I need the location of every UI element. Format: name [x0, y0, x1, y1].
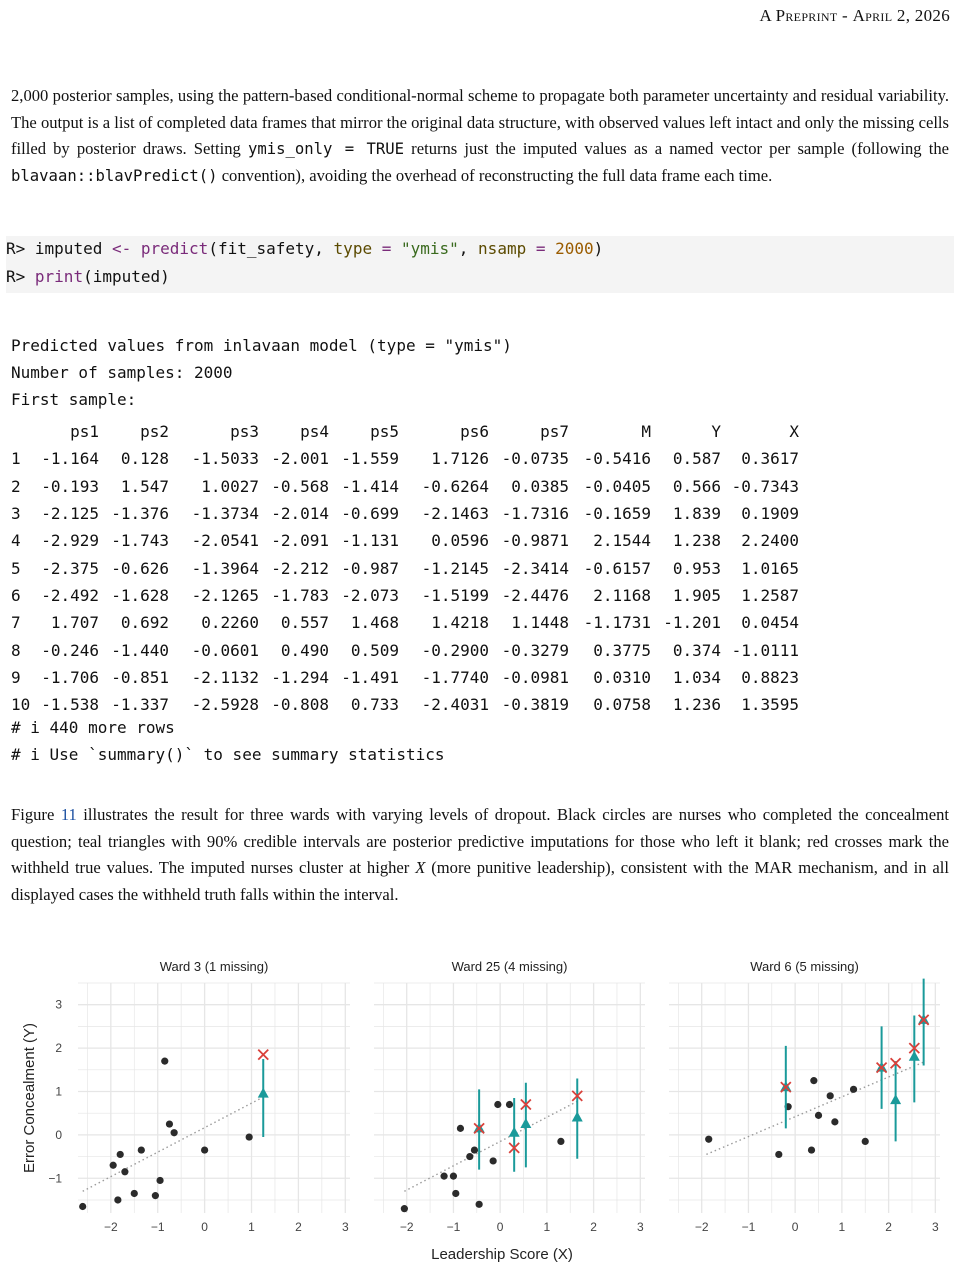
- row-index: 3: [11, 504, 21, 524]
- table-cell: 0.1909: [741, 504, 799, 524]
- r-prompt: R>: [6, 239, 35, 258]
- table-cell: 0.566: [672, 476, 721, 496]
- table-cell: 0.490: [280, 640, 329, 660]
- table-cell: 1.547: [120, 476, 169, 496]
- column-header: ps3: [230, 422, 259, 442]
- output-line-2: Number of samples: 2000: [11, 363, 233, 382]
- observed-point: [79, 1203, 86, 1210]
- code-close: ): [593, 239, 604, 258]
- imputed-triangle: [890, 1094, 901, 1104]
- observed-point: [466, 1153, 473, 1160]
- panel-title: Ward 3 (1 missing): [159, 959, 269, 974]
- code-args: (fit_safety,: [208, 239, 334, 258]
- table-cell: 0.3617: [741, 449, 799, 469]
- observed-point: [401, 1205, 408, 1212]
- x-tick-label: 1: [248, 1220, 255, 1234]
- para2-text-3: (more punitive leadership), consistent with the MAR mechanism, and in all displayed cases the withheld truth falls within the interval.: [11, 858, 949, 904]
- observed-point: [557, 1138, 564, 1145]
- table-cell: 2.1168: [593, 585, 651, 605]
- table-cell: 0.0596: [431, 531, 489, 551]
- column-header: ps4: [300, 422, 329, 442]
- row-index: 4: [11, 531, 21, 551]
- table-cell: 1.3595: [741, 695, 799, 715]
- row-index: 2: [11, 476, 21, 496]
- table-row: [11, 554, 799, 581]
- table-cell: -1.414: [341, 476, 399, 496]
- table-cell: -0.987: [341, 558, 399, 578]
- x-tick-label: −1: [150, 1220, 165, 1234]
- table-cell: 0.8823: [741, 667, 799, 687]
- table-cell: -1.0111: [731, 640, 799, 660]
- table-cell: -1.5033: [191, 449, 259, 469]
- table-cell: -0.1659: [583, 504, 651, 524]
- header-date: April 2, 2026: [852, 6, 950, 25]
- r-prompt-2: R>: [6, 267, 35, 286]
- table-cell: 1.1448: [511, 613, 569, 633]
- column-header: ps5: [370, 422, 399, 442]
- x-tick-label: −2: [103, 1220, 118, 1234]
- para1-text-1: 2,000 posterior samples, using the pattern-based conditional-normal scheme to propagate both parameter uncertainty and residual variability. The output is a list of completed data frames that mirror the original data structure, with observed values left intact and only the missing cells filled by posterior draws. Setting: [11, 86, 949, 158]
- table-cell: -1.1731: [583, 613, 651, 633]
- trend-line: [404, 1100, 579, 1191]
- code-fn-print: print: [34, 267, 84, 286]
- header-left: A Preprint: [759, 6, 838, 25]
- y-axis-label: Error Concealment (Y): [21, 1022, 38, 1174]
- x-tick-label: −2: [694, 1220, 709, 1234]
- table-cell: 0.953: [672, 558, 721, 578]
- table-cell: 0.557: [280, 613, 329, 633]
- truth-cross: [258, 1050, 268, 1060]
- table-cell: -1.201: [663, 613, 721, 633]
- table-cell: 0.128: [120, 449, 169, 469]
- y-tick-label: 3: [55, 997, 62, 1012]
- table-cell: -0.0735: [501, 449, 569, 469]
- table-cell: -1.3734: [191, 504, 259, 524]
- table-cell: -0.0981: [501, 667, 569, 687]
- table-cell: 0.2260: [201, 613, 259, 633]
- table-cell: -2.4031: [421, 695, 489, 715]
- observed-point: [452, 1190, 459, 1197]
- inline-code-blavpredict: blavaan::blavPredict(): [11, 166, 218, 185]
- x-tick-label: 0: [201, 1220, 208, 1234]
- y-tick-label: 1: [55, 1084, 62, 1099]
- observed-point: [156, 1177, 163, 1184]
- table-cell: 1.468: [350, 613, 399, 633]
- output-more-rows: # i 440 more rows: [11, 718, 175, 737]
- observed-point: [121, 1168, 128, 1175]
- table-cell: 2.1544: [593, 531, 651, 551]
- observed-point: [457, 1125, 464, 1132]
- table-cell: -2.125: [41, 504, 99, 524]
- y-tick-label: −1: [48, 1171, 62, 1186]
- observed-point: [152, 1192, 159, 1199]
- x-tick-label: 0: [791, 1220, 799, 1234]
- table-cell: 1.2587: [741, 585, 799, 605]
- table-cell: -1.706: [41, 667, 99, 687]
- paragraph-predict: [11, 83, 949, 189]
- table-cell: -1.2145: [421, 558, 489, 578]
- code-comma: ,: [458, 239, 479, 258]
- table-cell: -1.559: [341, 449, 399, 469]
- code-eq-2: =: [526, 239, 556, 258]
- column-header: Y: [711, 422, 721, 442]
- x-tick-label: 3: [341, 1220, 349, 1234]
- imputed-triangle: [520, 1118, 531, 1128]
- table-cell: -1.783: [271, 585, 329, 605]
- code-print-args: (imputed): [83, 267, 170, 286]
- figure-ref-link[interactable]: 11: [60, 805, 77, 824]
- table-header: [11, 418, 799, 445]
- output-line-3: First sample:: [11, 390, 137, 409]
- table-cell: -1.538: [41, 695, 99, 715]
- table-cell: -0.6157: [583, 558, 651, 578]
- table-cell: -2.014: [271, 504, 329, 524]
- column-header: M: [641, 422, 651, 442]
- x-tick-label: 3: [636, 1220, 644, 1234]
- table-body: [11, 445, 799, 718]
- table-cell: -1.7316: [501, 504, 569, 524]
- table-row: [11, 636, 799, 663]
- table-cell: -0.568: [271, 476, 329, 496]
- observed-point: [114, 1196, 121, 1203]
- observed-point: [450, 1173, 457, 1180]
- x-tick-label: −1: [741, 1220, 756, 1234]
- table-cell: 0.374: [672, 640, 721, 660]
- observed-point: [117, 1151, 124, 1158]
- trend-line: [706, 1061, 926, 1154]
- observed-point: [131, 1190, 138, 1197]
- x-tick-label: 2: [590, 1220, 597, 1234]
- table-cell: 0.0454: [741, 613, 799, 633]
- para1-text-2: returns just the imputed values as a named vector per sample (following the: [404, 139, 949, 158]
- row-index: 8: [11, 640, 21, 660]
- row-index: 9: [11, 667, 21, 687]
- observed-point: [161, 1058, 168, 1065]
- panel-title: Ward 6 (5 missing): [750, 959, 859, 974]
- column-header: ps2: [140, 422, 169, 442]
- column-header: X: [789, 422, 799, 442]
- table-cell: 1.7126: [431, 449, 489, 469]
- observed-point: [831, 1118, 838, 1125]
- table-cell: 0.733: [350, 695, 399, 715]
- observed-point: [201, 1146, 208, 1153]
- table-cell: -2.073: [341, 585, 399, 605]
- table-cell: 0.509: [350, 640, 399, 660]
- observed-point: [705, 1136, 712, 1143]
- table-cell: -1.628: [111, 585, 169, 605]
- table-cell: -0.3279: [501, 640, 569, 660]
- observed-point: [166, 1120, 173, 1127]
- table-cell: 1.238: [672, 531, 721, 551]
- table-cell: 0.692: [120, 613, 169, 633]
- observed-point: [827, 1092, 834, 1099]
- table-cell: 2.2400: [741, 531, 799, 551]
- code-assign: <-: [111, 239, 141, 258]
- table-cell: 1.905: [672, 585, 721, 605]
- table-cell: -1.131: [341, 531, 399, 551]
- output-line-1: Predicted values from inlavaan model (type = "ymis"): [11, 336, 512, 355]
- table-cell: -0.0601: [191, 640, 259, 660]
- observed-point: [862, 1138, 869, 1145]
- table-cell: -0.3819: [501, 695, 569, 715]
- table-cell: -0.851: [111, 667, 169, 687]
- row-index: 5: [11, 558, 21, 578]
- observed-point: [494, 1101, 501, 1108]
- column-header: ps1: [70, 422, 99, 442]
- observed-point: [815, 1112, 822, 1119]
- para2-text-1: Figure: [11, 805, 61, 824]
- table-cell: -2.5928: [191, 695, 259, 715]
- observed-point: [506, 1101, 513, 1108]
- sample-table: [11, 418, 799, 718]
- panel-1: [48, 959, 350, 1234]
- table-cell: -2.0541: [191, 531, 259, 551]
- table-cell: 0.587: [672, 449, 721, 469]
- column-header: ps6: [460, 422, 489, 442]
- var-x: X: [415, 858, 426, 877]
- table-cell: -0.246: [41, 640, 99, 660]
- panel-2: [374, 959, 645, 1234]
- code-line-2: [6, 267, 170, 286]
- observed-point: [440, 1173, 447, 1180]
- table-cell: 1.839: [672, 504, 721, 524]
- x-tick-label: −1: [446, 1220, 461, 1234]
- table-cell: -0.699: [341, 504, 399, 524]
- table-cell: -0.7343: [731, 476, 799, 496]
- observed-point: [808, 1146, 815, 1153]
- table-row: [11, 445, 799, 472]
- code-eq: =: [372, 239, 401, 258]
- panel-title: Ward 25 (4 missing): [451, 959, 568, 974]
- table-cell: -1.743: [111, 531, 169, 551]
- x-tick-label: 2: [885, 1220, 892, 1234]
- observed-point: [171, 1129, 178, 1136]
- table-cell: 1.4218: [431, 613, 489, 633]
- code-fn-predict: predict: [140, 239, 209, 258]
- y-tick-label: 2: [55, 1041, 62, 1056]
- observed-point: [810, 1077, 817, 1084]
- table-cell: -1.294: [271, 667, 329, 687]
- observed-point: [850, 1086, 857, 1093]
- table-cell: -0.626: [111, 558, 169, 578]
- table-cell: 0.0385: [511, 476, 569, 496]
- table-cell: -2.375: [41, 558, 99, 578]
- table-cell: -2.929: [41, 531, 99, 551]
- trend-line: [83, 1096, 266, 1191]
- table-cell: 1.0165: [741, 558, 799, 578]
- code-number: 2000: [555, 239, 594, 258]
- table-cell: -1.491: [341, 667, 399, 687]
- column-header: [11, 418, 39, 445]
- code-line-1: [6, 239, 603, 258]
- table-cell: 0.0758: [593, 695, 651, 715]
- figure-ward-panels: [0, 949, 960, 1269]
- imputed-triangle: [258, 1088, 269, 1098]
- table-cell: -0.2900: [421, 640, 489, 660]
- x-tick-label: 2: [295, 1220, 302, 1234]
- table-row: [11, 473, 799, 500]
- x-tick-label: 3: [931, 1220, 939, 1234]
- paragraph-figure: [11, 802, 949, 908]
- table-cell: -2.3414: [501, 558, 569, 578]
- table-cell: -0.6264: [421, 476, 489, 496]
- table-row: [11, 609, 799, 636]
- table-cell: 0.3775: [593, 640, 651, 660]
- x-tick-label: 1: [838, 1220, 846, 1234]
- table-cell: 0.0310: [593, 667, 651, 687]
- table-cell: 1.034: [672, 667, 721, 687]
- column-header: ps7: [540, 422, 569, 442]
- table-cell: -1.164: [41, 449, 99, 469]
- row-index: 10: [11, 695, 31, 715]
- observed-point: [471, 1146, 478, 1153]
- table-cell: -2.1132: [191, 667, 259, 687]
- table-cell: 1.236: [672, 695, 721, 715]
- observed-point: [138, 1146, 145, 1153]
- row-index: 7: [11, 613, 21, 633]
- code-var: imputed: [34, 239, 112, 258]
- table-cell: -2.492: [41, 585, 99, 605]
- table-cell: -0.5416: [583, 449, 651, 469]
- table-cell: -1.337: [111, 695, 169, 715]
- observed-point: [490, 1157, 497, 1164]
- imputed-triangle: [509, 1127, 520, 1137]
- table-cell: 1.707: [50, 613, 99, 633]
- running-header: [759, 6, 950, 26]
- table-cell: -2.1463: [421, 504, 489, 524]
- table-row: [11, 527, 799, 554]
- row-index: 6: [11, 585, 21, 605]
- observed-point: [246, 1133, 253, 1140]
- table-cell: -0.9871: [501, 531, 569, 551]
- table-cell: -0.808: [271, 695, 329, 715]
- panel-3: [669, 959, 940, 1234]
- inline-code-ymis-only: ymis_only = TRUE: [247, 140, 405, 158]
- code-arg-type: type: [333, 239, 373, 258]
- code-string: "ymis": [400, 239, 459, 258]
- table-cell: -0.193: [41, 476, 99, 496]
- table-cell: -1.3964: [191, 558, 259, 578]
- table-cell: -0.0405: [583, 476, 651, 496]
- header-sep: -: [837, 6, 853, 25]
- para2-text-2: illustrates the result for three wards with varying levels of dropout. Black circles are nurses who completed the concealment question; teal triangles with 90% credible intervals are posterior predictive imputations for those who left it blank; red crosses mark the withheld true values. The imputed nurses cluster at higher: [11, 805, 949, 877]
- table-cell: -1.440: [111, 640, 169, 660]
- table-cell: -1.376: [111, 504, 169, 524]
- table-cell: -1.7740: [421, 667, 489, 687]
- observed-point: [476, 1201, 483, 1208]
- table-cell: -2.212: [271, 558, 329, 578]
- table-cell: -1.5199: [421, 585, 489, 605]
- para1-text-3: convention), avoiding the overhead of reconstructing the full data frame each time.: [217, 165, 773, 185]
- table-cell: -2.4476: [501, 585, 569, 605]
- code-arg-nsamp: nsamp: [478, 239, 527, 258]
- table-cell: -2.091: [271, 531, 329, 551]
- table-row: [11, 582, 799, 609]
- x-axis-label: Leadership Score (X): [431, 1246, 573, 1263]
- table-cell: 1.0027: [201, 476, 259, 496]
- x-tick-label: −2: [399, 1220, 414, 1234]
- y-tick-label: 0: [55, 1127, 62, 1142]
- x-tick-label: 0: [496, 1220, 504, 1234]
- table-row: [11, 691, 799, 718]
- table-row: [11, 664, 799, 691]
- table-cell: -2.001: [271, 449, 329, 469]
- table-row: [11, 500, 799, 527]
- observed-point: [110, 1162, 117, 1169]
- output-hint: # i Use `summary()` to see summary statistics: [11, 745, 445, 764]
- table-cell: -2.1265: [191, 585, 259, 605]
- observed-point: [775, 1151, 782, 1158]
- row-index: 1: [11, 449, 21, 469]
- x-tick-label: 1: [543, 1220, 551, 1234]
